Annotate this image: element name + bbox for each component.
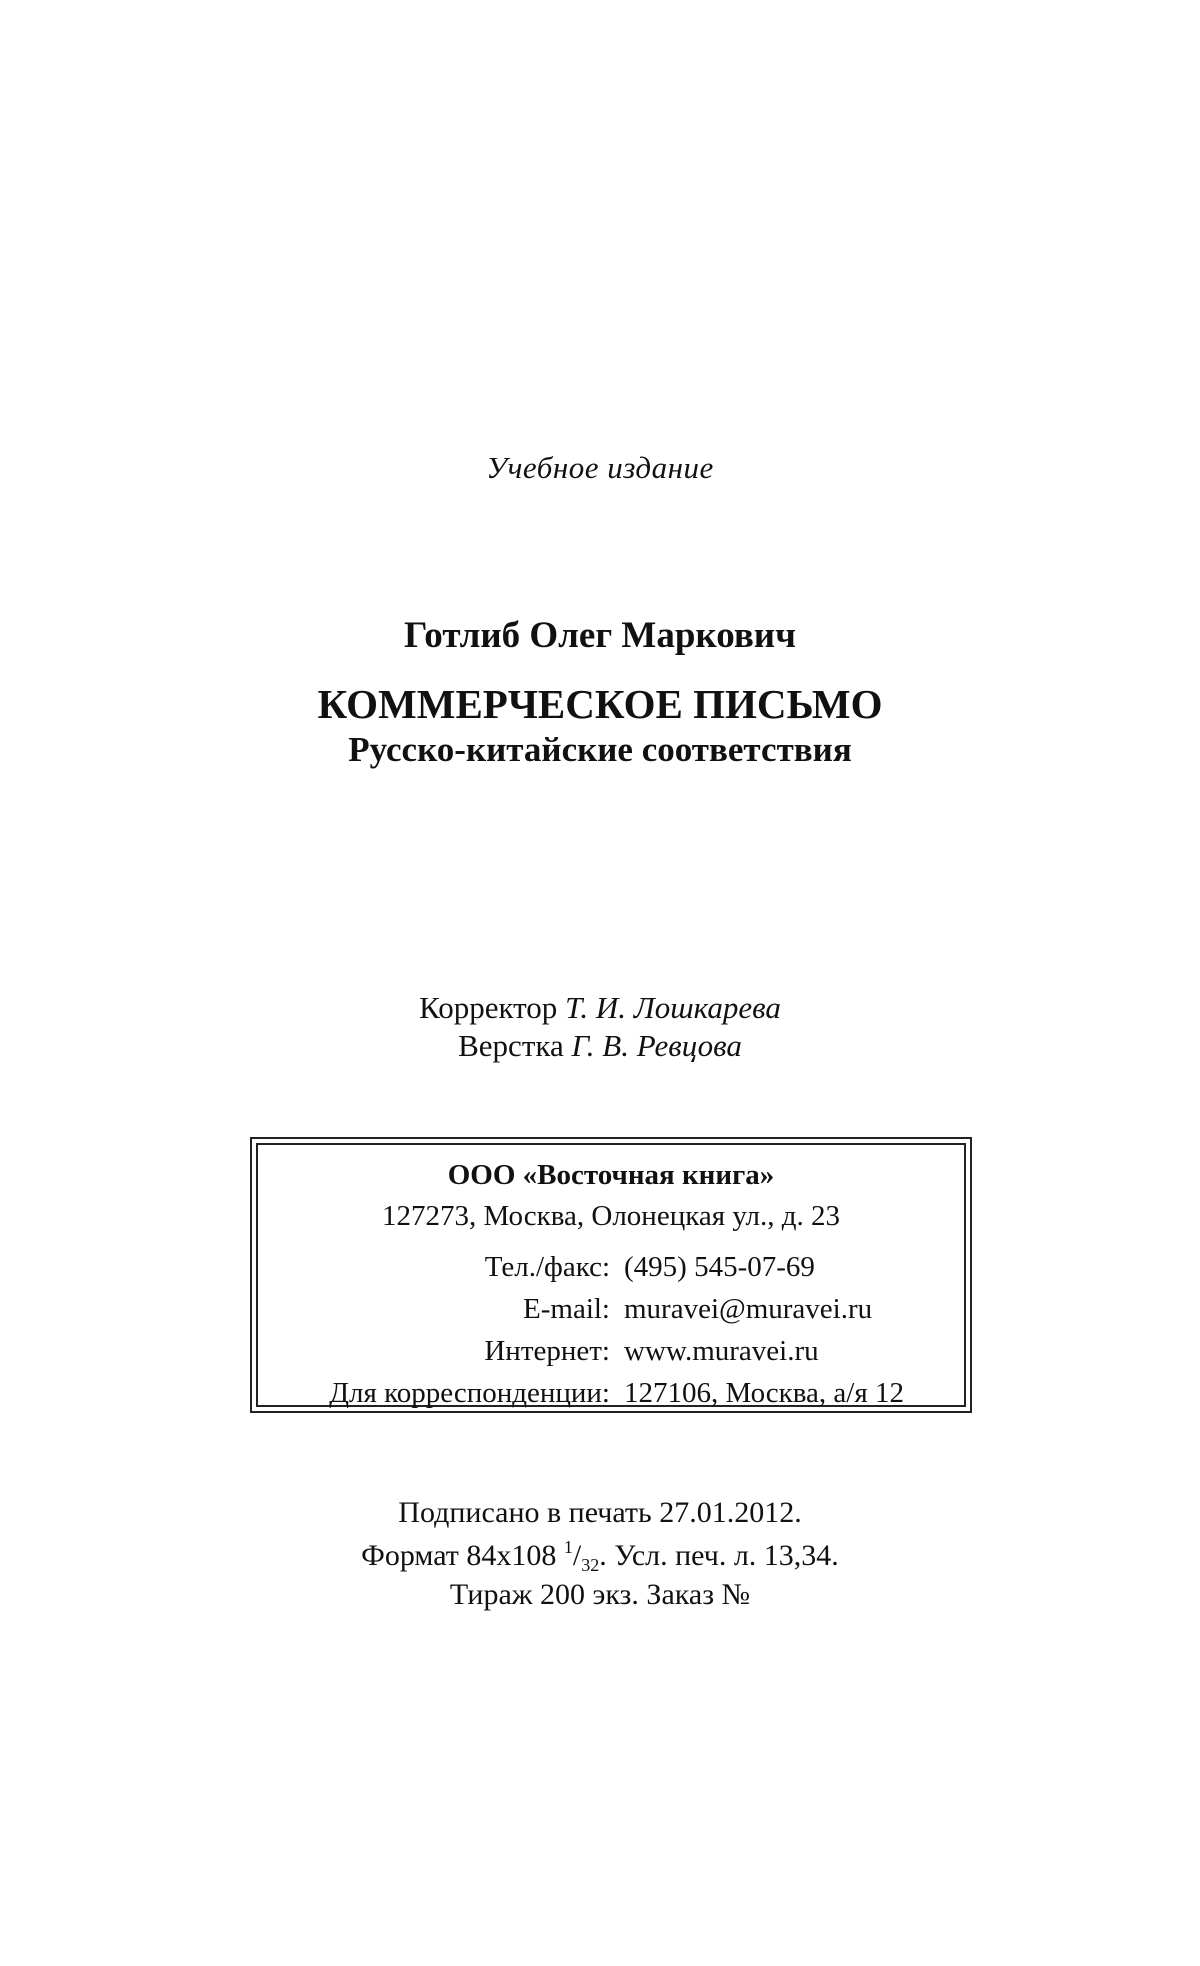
publisher-box-inner (256, 1143, 966, 1407)
corrector-role: Корректор (419, 990, 558, 1025)
book-title: КОММЕРЧЕСКОЕ ПИСЬМО (317, 681, 883, 727)
credit-layout (0, 1028, 1200, 1064)
format-prefix: Формат 84х108 (361, 1539, 564, 1572)
publisher-name: ООО «Восточная книга» (447, 1159, 775, 1191)
author-name: Готлиб Олег Маркович (404, 615, 796, 656)
print-signed: Подписано в печать 27.01.2012. (398, 1496, 802, 1529)
layout-role: Верстка (458, 1028, 564, 1063)
book-subtitle: Русско-китайские соответствия (348, 730, 852, 769)
layout-name: Г. В. Ревцова (571, 1028, 742, 1063)
contact-label: Интернет: (484, 1335, 610, 1367)
publisher-address: 127273, Москва, Олонецкая ул., д. 23 (381, 1200, 841, 1232)
print-run: Тираж 200 экз. Заказ № (449, 1578, 751, 1611)
format-fraction-denominator: 32 (581, 1555, 600, 1575)
corrector-name: Т. И. Лошкарева (565, 990, 781, 1025)
contact-row-email (258, 1293, 964, 1333)
publisher-box (250, 1137, 972, 1413)
contact-value: (495) 545-07-69 (624, 1251, 815, 1283)
format-suffix: . Усл. печ. л. 13,34. (599, 1539, 839, 1572)
credit-corrector (0, 990, 1200, 1026)
contact-row-phone (258, 1251, 964, 1291)
contact-value: muravei@muravei.ru (624, 1293, 873, 1325)
contact-label: Для корреспонденции: (329, 1377, 610, 1409)
format-fraction-slash: / (572, 1539, 582, 1572)
contact-label: E-mail: (523, 1293, 610, 1325)
print-format (0, 1537, 1200, 1576)
contact-value: www.muravei.ru (624, 1335, 819, 1367)
edition-type: Учебное издание (486, 450, 714, 485)
contact-row-mail (258, 1377, 964, 1417)
contact-row-website (258, 1335, 964, 1375)
contact-value: 127106, Москва, а/я 12 (624, 1377, 904, 1409)
format-fraction-numerator: 1 (563, 1537, 573, 1557)
contact-label: Тел./факс: (484, 1251, 610, 1283)
